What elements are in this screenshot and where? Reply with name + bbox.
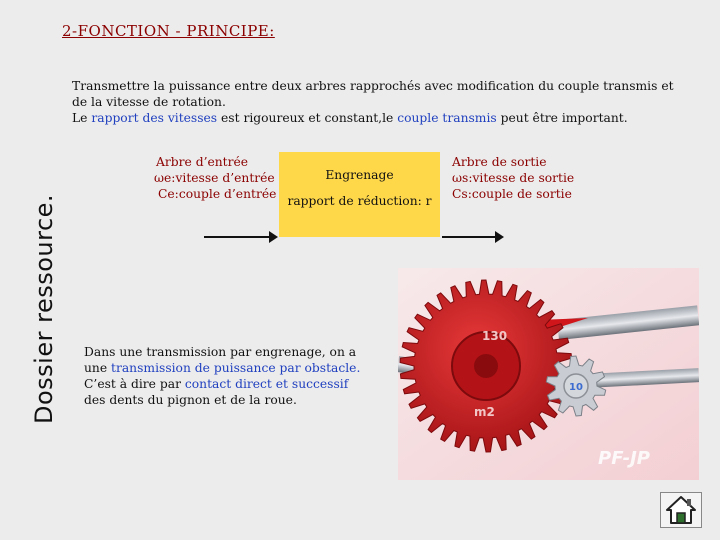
watermark: PF-JP xyxy=(598,448,650,469)
intro-highlight-torque: couple transmis xyxy=(397,111,497,125)
page-heading: 2-FONCTION - PRINCIPE: xyxy=(62,22,275,40)
input-shaft-speed: ωe:vitesse d’entrée xyxy=(154,171,275,185)
intro-line-1: Transmettre la puissance entre deux arbres rapprochés avec modification du couple transmis et de la vitesse de rotation. xyxy=(72,79,674,109)
note-text: Dans une transmission par engrenage, on a une xyxy=(84,345,357,375)
big-gear-teeth-label: 130 xyxy=(482,329,508,343)
intro-text: Le xyxy=(72,111,92,125)
input-arrow xyxy=(204,236,276,238)
note-text: des dents du pignon et de la roue. xyxy=(84,393,297,407)
side-title xyxy=(0,60,58,425)
home-icon xyxy=(661,493,701,527)
input-shaft-block xyxy=(156,154,276,202)
gearbox-label: Engrenage xyxy=(325,168,394,182)
side-title-text: Dossier ressource. xyxy=(30,193,58,424)
output-shaft-block xyxy=(452,154,574,202)
gearbox-block xyxy=(279,152,440,237)
output-shaft-title: Arbre de sortie xyxy=(452,155,547,169)
pinion-teeth-label: 10 xyxy=(569,382,583,393)
output-shaft-torque: Cs:couple de sortie xyxy=(452,187,572,201)
output-shaft-speed: ωs:vitesse de sortie xyxy=(452,171,575,185)
intro-paragraph xyxy=(72,78,692,126)
gear-photo xyxy=(398,268,699,480)
output-arrow xyxy=(442,236,502,238)
intro-text: peut être important. xyxy=(496,111,628,125)
input-shaft-torque: Ce:couple d’entrée xyxy=(158,187,277,201)
intro-line-2 xyxy=(72,110,692,126)
note-highlight-contact: contact direct et successif xyxy=(184,377,349,391)
gearbox-ratio: rapport de réduction: r xyxy=(287,194,432,208)
input-shaft-title: Arbre d’entrée xyxy=(156,155,249,169)
intro-text: est rigoureux et constant,le xyxy=(217,111,398,125)
note-text: C’est à dire par xyxy=(84,377,185,391)
note-highlight-obstacle: transmission de puissance par obstacle. xyxy=(111,361,361,375)
big-gear-module-label: m2 xyxy=(474,405,495,419)
intro-highlight-ratio: rapport des vitesses xyxy=(91,111,218,125)
note-paragraph xyxy=(84,344,370,408)
home-button[interactable] xyxy=(660,492,702,528)
